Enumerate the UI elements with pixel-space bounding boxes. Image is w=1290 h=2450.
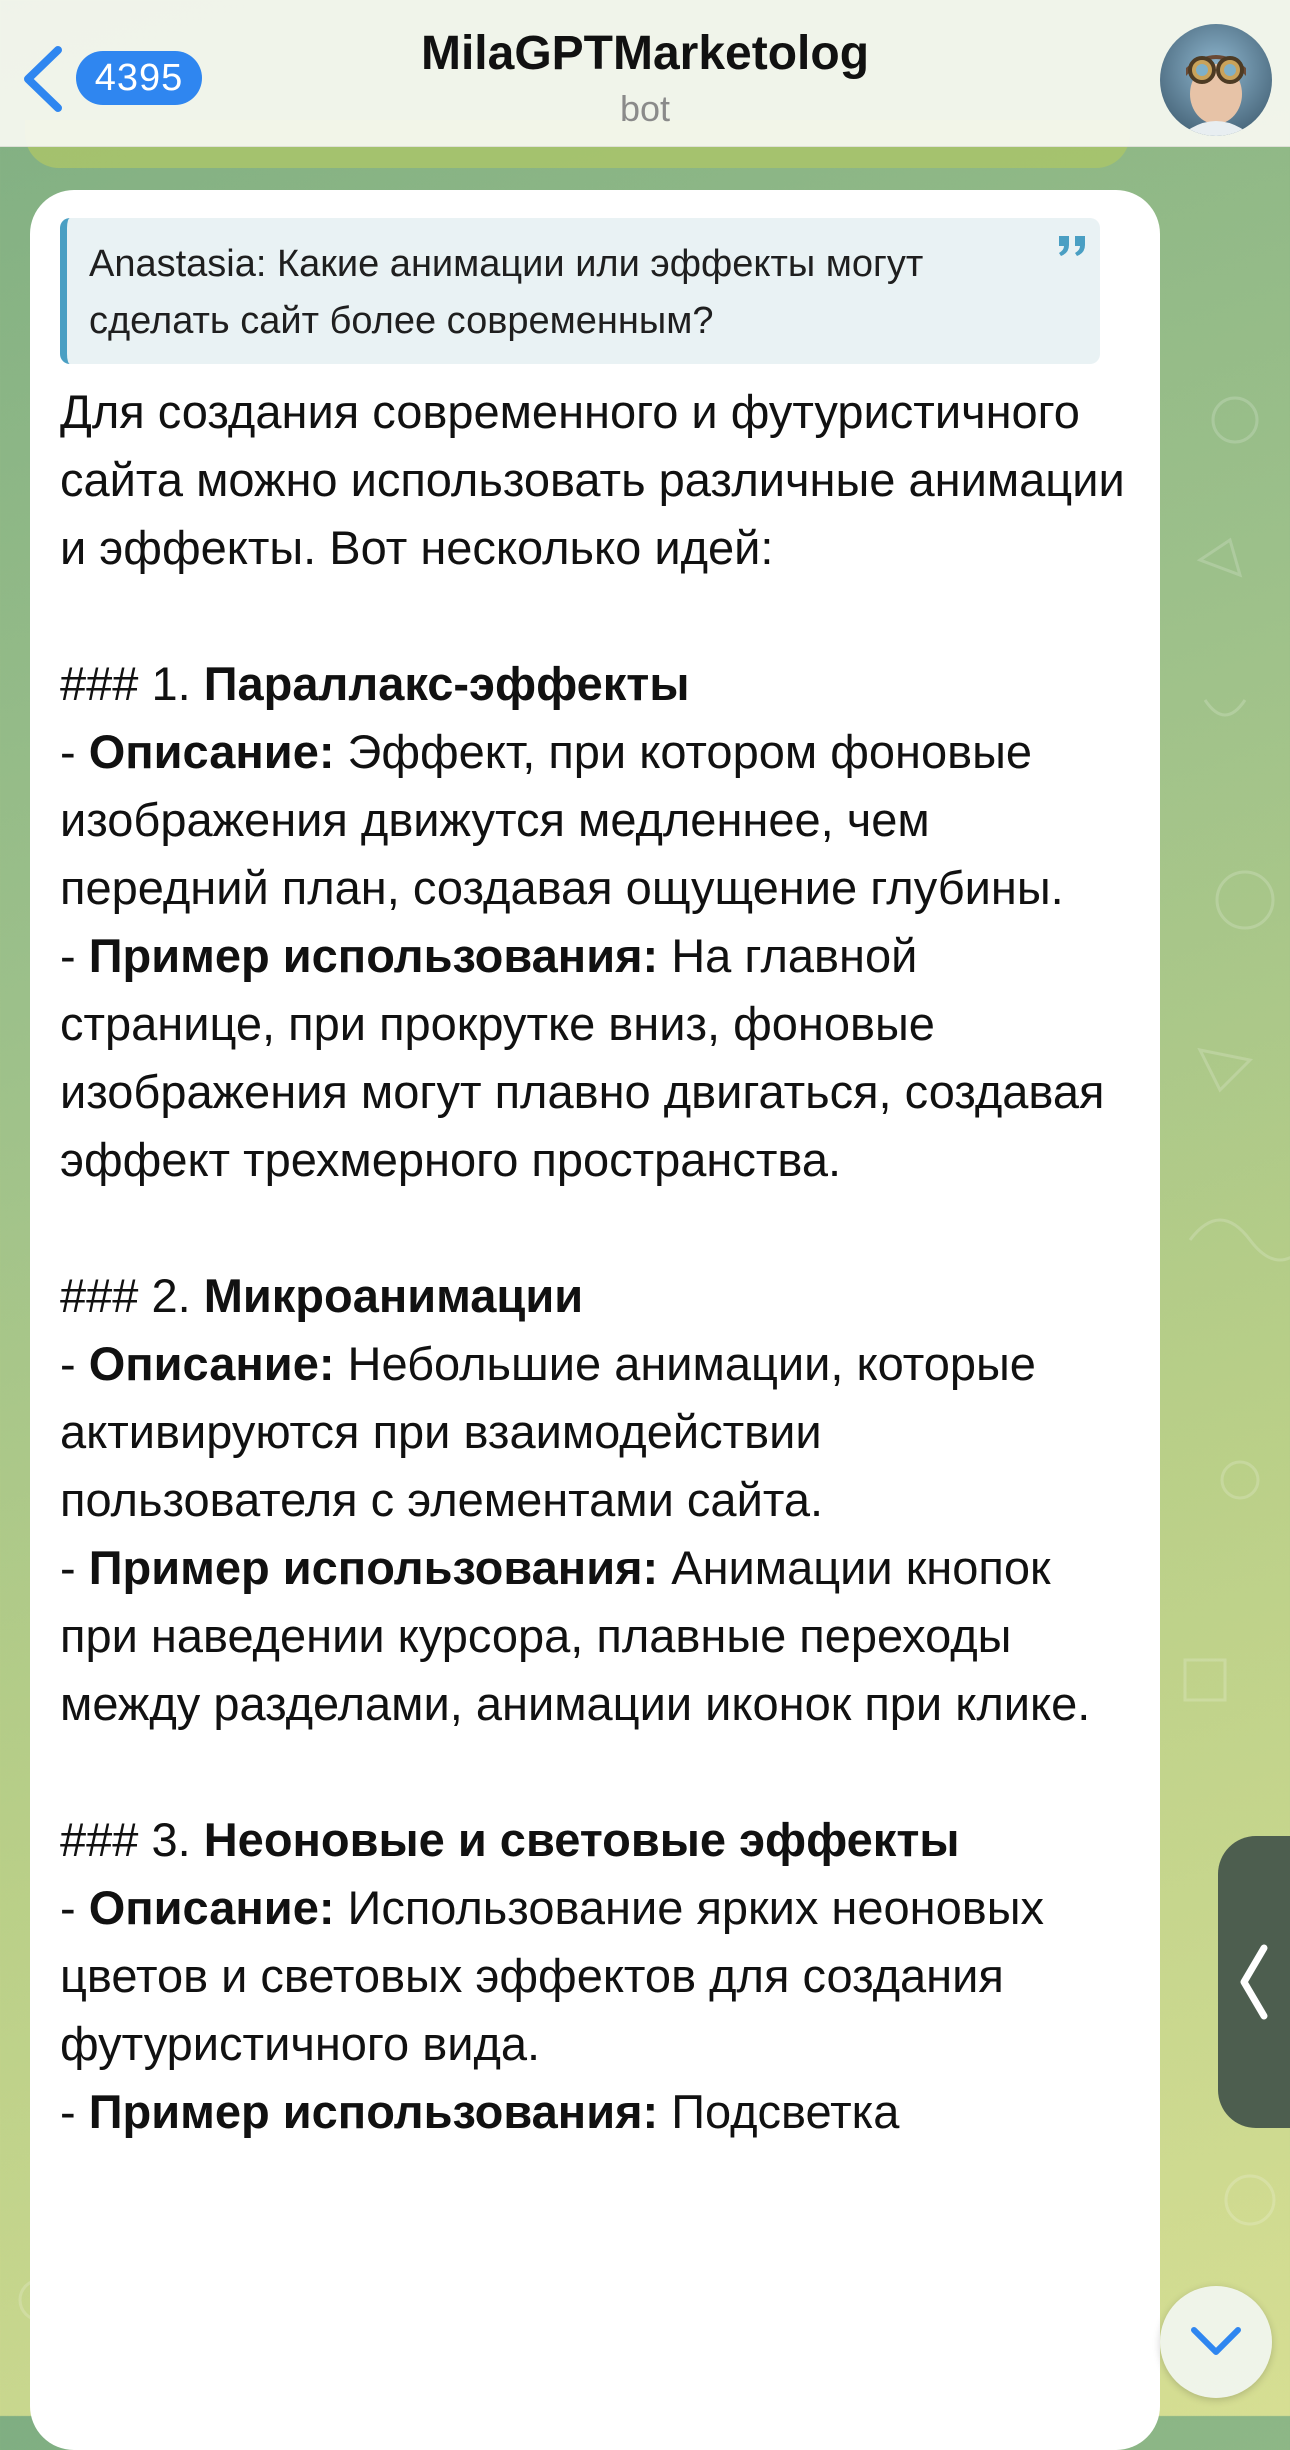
message-bubble[interactable]	[30, 190, 1160, 2450]
chevron-down-icon	[1188, 2322, 1244, 2362]
section-example: - Пример использования: Анимации кнопок при наведении курсора, плавные переходы между разделами, анимации иконок при клике.	[60, 1541, 1091, 1730]
section-heading: ### 1. Параллакс-эффекты	[60, 657, 690, 710]
chevron-left-icon	[1236, 1942, 1272, 2022]
side-panel-handle[interactable]	[1218, 1836, 1290, 2128]
message-intro: Для создания современного и футуристичного сайта можно использовать различные анимации и эффекты. Вот несколько идей:	[60, 385, 1125, 574]
reply-quote[interactable]	[60, 218, 1100, 364]
avatar-image	[1160, 24, 1272, 136]
section-example: - Пример использования: На главной странице, при прокрутке вниз, фоновые изображения могут плавно двигаться, создавая эффект трехмерного пространства.	[60, 929, 1105, 1186]
reply-quote-text: Anastasia: Какие анимации или эффекты могут сделать сайт более современным?	[89, 243, 924, 342]
chat-subtitle: bot	[619, 88, 671, 129]
unread-count-badge: 4395	[76, 51, 202, 105]
chat-header	[0, 0, 1290, 147]
section-heading: ### 3. Неоновые и световые эффекты	[60, 1813, 960, 1866]
quote-icon	[1056, 232, 1088, 258]
message-text	[60, 378, 1130, 2146]
section-description: - Описание: Небольшие анимации, которые активируются при взаимодействии пользователя с элементами сайта.	[60, 1337, 1036, 1526]
section-description: - Описание: Эффект, при котором фоновые изображения движутся медленнее, чем передний план, создавая ощущение глубины.	[60, 725, 1064, 914]
bot-avatar[interactable]	[1160, 24, 1272, 136]
section-description: - Описание: Использование ярких неоновых цветов и световых эффектов для создания футуристичного вида.	[60, 1881, 1044, 2070]
chat-title[interactable]: MilaGPTMarketolog	[420, 27, 870, 80]
section-example: - Пример использования: Подсветка	[60, 2085, 900, 2138]
section-heading: ### 2. Микроанимации	[60, 1269, 584, 1322]
scroll-to-bottom-button[interactable]	[1160, 2286, 1272, 2398]
